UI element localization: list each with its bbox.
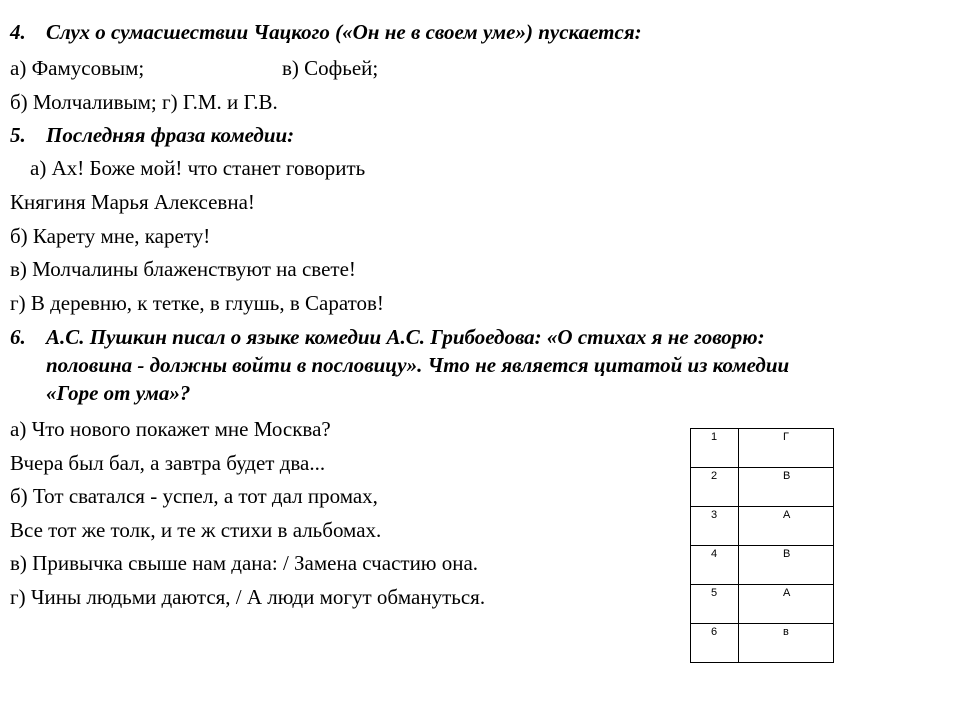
answer-row: [691, 546, 834, 585]
answer-number: 5: [691, 585, 739, 624]
answer-number: 1: [691, 429, 739, 468]
q6-option-b-line1: б) Тот сватался - успел, а тот дал промах,: [10, 484, 378, 508]
q6-option-g: г) Чины людьми даются, / А люди могут обмануться.: [10, 585, 486, 609]
q5-option-v: в) Молчалины блаженствуют на свете!: [10, 257, 356, 281]
question-6-number-wrap: [10, 324, 46, 350]
answer-table: [690, 428, 834, 663]
q4-option-b-g: б) Молчаливым; г) Г.М. и Г.В.: [10, 90, 278, 114]
answer-row: [691, 468, 834, 507]
answer-number: 3: [691, 507, 739, 546]
question-5-text: Последняя фраза комедии:: [46, 123, 295, 147]
q5-option-a-line1: а) Ах! Боже мой! что станет говорить: [30, 156, 366, 180]
answer-letter: А: [739, 585, 834, 624]
q4-option-a: а) Фамусовым;: [10, 56, 145, 80]
question-4-number: 4.: [10, 20, 26, 44]
answer-letter: в: [739, 624, 834, 663]
answer-row: [691, 585, 834, 624]
question-5-heading: [10, 122, 294, 148]
question-6-number: 6.: [10, 325, 26, 349]
answer-number: 4: [691, 546, 739, 585]
answer-letter: В: [739, 546, 834, 585]
question-6-text-line2: половина - должны войти в пословицу». Что не является цитатой из комедии: [46, 353, 790, 377]
q5-option-b: б) Карету мне, карету!: [10, 224, 211, 248]
answer-number: 2: [691, 468, 739, 507]
answer-row: [691, 624, 834, 663]
q6-option-a-line1: а) Что нового покажет мне Москва?: [10, 417, 331, 441]
q6-option-v: в) Привычка свыше нам дана: / Замена счастию она.: [10, 551, 479, 575]
answer-row: [691, 429, 834, 468]
answer-letter: Г: [739, 429, 834, 468]
answer-letter: А: [739, 507, 834, 546]
question-6-text-line1: А.С. Пушкин писал о языке комедии А.С. Грибоедова: «О стихах я не говорю:: [46, 325, 765, 349]
answer-row: [691, 507, 834, 546]
question-4-heading: [10, 19, 642, 45]
q6-option-a-line2: Вчера был бал, а завтра будет два...: [10, 451, 326, 475]
q5-option-g: г) В деревню, к тетке, в глушь, в Саратов!: [10, 291, 384, 315]
answer-number: 6: [691, 624, 739, 663]
q5-option-a-line2: Княгиня Марья Алексевна!: [10, 190, 255, 214]
question-6-text-line3: «Горе от ума»?: [46, 381, 191, 405]
answer-letter: В: [739, 468, 834, 507]
question-4-text: Слух о сумасшествии Чацкого («Он не в своем уме») пускается:: [46, 20, 642, 44]
question-5-number: 5.: [10, 123, 26, 147]
q4-option-v: в) Софьей;: [282, 56, 379, 80]
q6-option-b-line2: Все тот же толк, и те ж стихи в альбомах.: [10, 518, 382, 542]
